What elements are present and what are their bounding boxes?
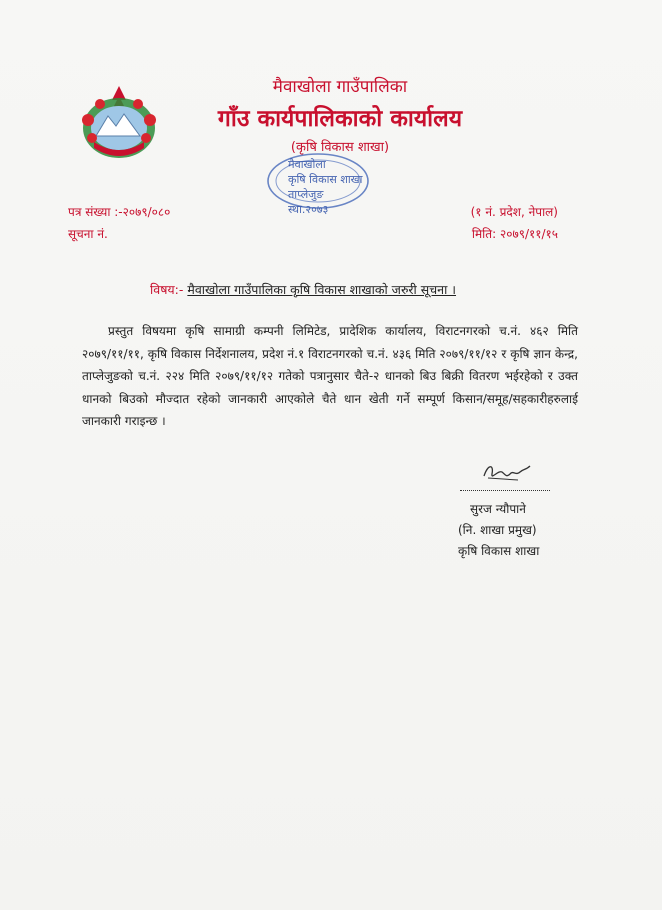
- letter-number: पत्र संख्या :-२०७९/०८०: [68, 205, 171, 219]
- location: (१ नं. प्रदेश, नेपाल): [470, 205, 558, 219]
- section-name: (कृषि विकास शाखा): [290, 140, 390, 155]
- notice-number: सूचना नं.: [68, 227, 108, 241]
- nepal-emblem-icon: [74, 78, 164, 168]
- office-title: गाँउ कार्यपालिकाको कार्यालय: [217, 106, 463, 132]
- subject-text: मैवाखोला गाउँपालिका कृषि विकास शाखाको जरुरी सूचना ।: [187, 282, 457, 297]
- stamp-line-2: कृषि विकास शाखा: [288, 173, 363, 186]
- signatory-section: कृषि विकास शाखा: [458, 544, 540, 558]
- signatory-name: सुरज न्यौपाने: [470, 502, 526, 516]
- signatory-title: (नि. शाखा प्रमुख): [458, 523, 537, 537]
- stamp-line-1: मैवाखोला: [288, 158, 326, 171]
- stamp-text: [288, 157, 363, 217]
- subject-line: [150, 281, 456, 298]
- body-paragraph: प्रस्तुत विषयमा कृषि सामाग्री कम्पनी लिमिटेड, प्रादेशिक कार्यालय, विराटनगरको च.नं. ४६२ मिति २०७९/११/११, कृषि विकास निर्देशनालय, प्रदेश नं.१ विराटनगरको च.नं. ४३६ मिति २०७९/११/१२ र कृषि ज्ञान केन्द्र, ताप्लेजुङको च.नं. २२४ मिति २०७९/११/१२ गतेको पत्रानुसार चैते-२ धानको बिउ बिक्री वितरण भईरहेको र उक्त धानको बिउको मौज्दात रहेको जानकारी आएकोले चैते धान खेती गर्ने सम्पूर्ण किसान/समूह/सहकारीहरुलाई जानकारी गराइन्छ ।: [82, 324, 578, 428]
- subject-label: विषय:-: [150, 282, 184, 297]
- signature-icon: [478, 458, 538, 486]
- municipality-name: मैवाखोला गाउँपालिका: [272, 77, 408, 97]
- stamp-line-3: ताप्लेजुङ: [288, 188, 324, 201]
- signature-line: [460, 490, 550, 491]
- letter-date: मिति: २०७९/११/१५: [471, 227, 558, 241]
- stamp-line-4: स्था.२०७३: [288, 203, 329, 216]
